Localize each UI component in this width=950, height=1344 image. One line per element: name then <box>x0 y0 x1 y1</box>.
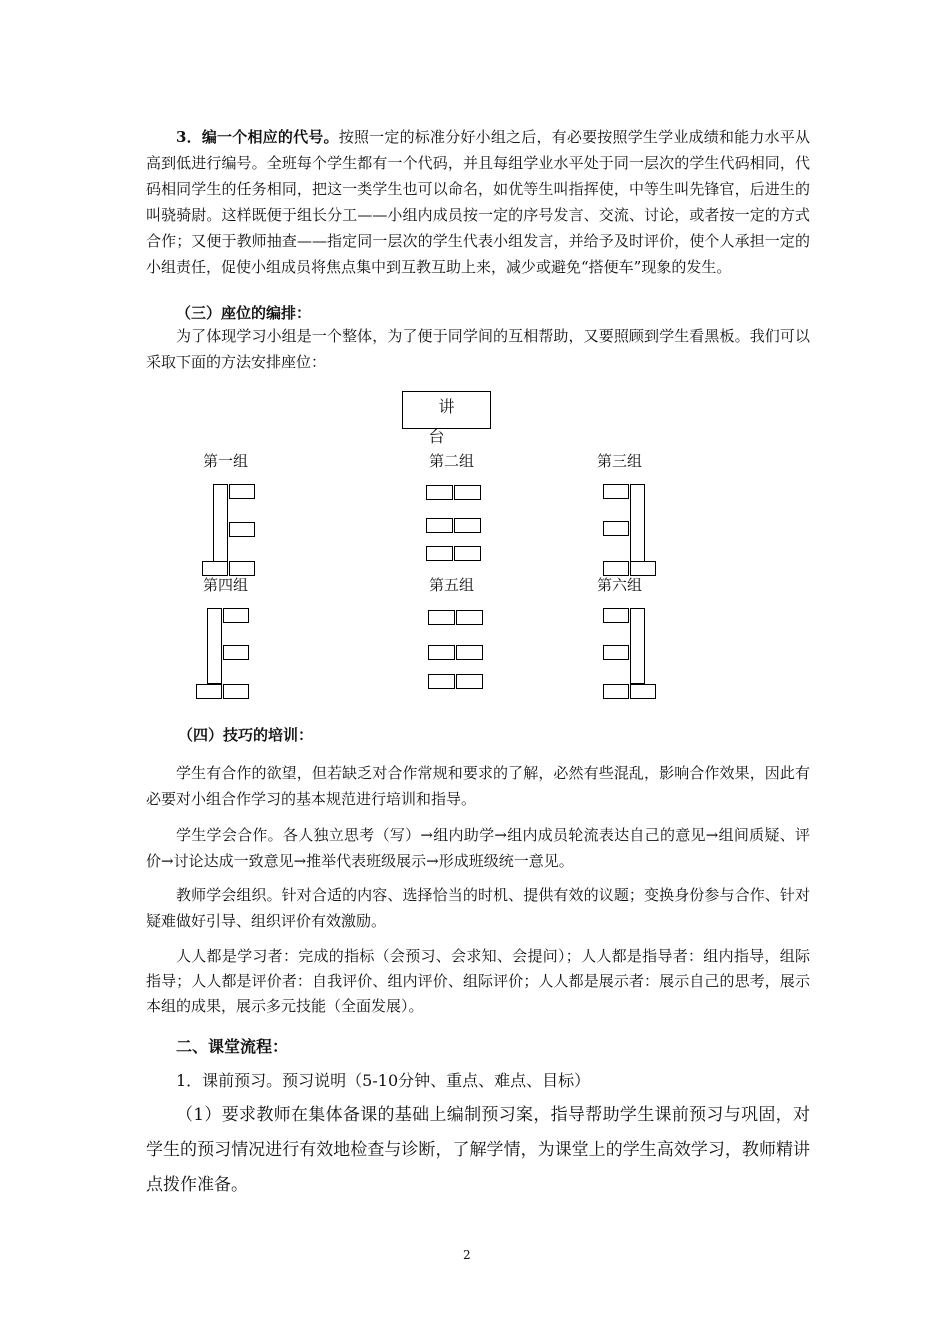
desk <box>428 610 455 625</box>
paragraph-teacher: 教师学会组织。针对合适的内容、选择恰当的时机、提供有效的议题；变换身份参与合作、针对疑难做好引导、组织评价有效激励。 <box>146 886 810 930</box>
item3-lead: 3．编一个相应的代号。 <box>176 128 339 146</box>
desk <box>456 610 483 625</box>
item3-text: 按照一定的标准分好小组之后，有必要按照学生学业成绩和能力水平从高到低进行编号。全班每个学生都有一个代码，并且每组学业水平处于同一层次的学生代码相同，代码相同学生的任务相同，把这一类学生也可以命名，如优等生叫指挥使，中等生叫先锋官，后进生的叫骁骑尉。这样既便于组长分工——小组内成员按一定的序号发言、交流、讨论，或者按一定的方式合作；又便于教师抽查——指定同一层次的学生代表小组发言，并给予及时评价，使个人承担一定的小组责任，促使小组成员将焦点集中到互教互助上来，减少或避免“搭便车”现象的发生。 <box>146 128 810 276</box>
group-label-2: 第二组 <box>429 452 475 470</box>
desk <box>603 484 629 499</box>
desk <box>630 484 645 562</box>
desk <box>454 518 481 533</box>
desk <box>426 546 453 561</box>
desk <box>603 684 629 699</box>
desk <box>196 684 222 699</box>
desk <box>229 522 255 537</box>
desk <box>223 608 249 623</box>
group-label-4: 第四组 <box>203 576 249 594</box>
paragraph-students: 学生学会合作。各人独立思考（写）→组内助学→组内成员轮流表达自己的意见→组间质疑、评价→讨论达成一致意见→推举代表班级展示→形成班级统一意见。 <box>146 826 810 870</box>
group-label-5: 第五组 <box>429 576 475 594</box>
desk <box>603 561 629 576</box>
podium-box: 讲台 <box>402 391 491 429</box>
desk <box>630 561 656 576</box>
paragraph-item3 <box>146 124 810 280</box>
desk <box>603 608 629 623</box>
desk <box>456 674 483 689</box>
desk <box>223 645 249 660</box>
desk <box>229 484 255 499</box>
section2-heading: 二、课堂流程： <box>176 1037 289 1056</box>
desk <box>428 674 455 689</box>
desk <box>223 684 249 699</box>
section4-heading: （四）技巧的培训： <box>178 726 314 744</box>
desk <box>603 521 629 536</box>
item1-sub-paragraph: （1）要求教师在集体备课的基础上编制预习案，指导帮助学生课前预习与巩固，对学生的预习情况进行有效地检查与诊断，了解学情，为课堂上的学生高效学习，教师精讲点拨作准备。 <box>146 1105 810 1195</box>
desk <box>630 608 645 684</box>
item1-preview: 1．课前预习。预习说明（5-10分钟、重点、难点、目标） <box>176 1071 591 1090</box>
desk <box>207 608 222 684</box>
group-label-6: 第六组 <box>597 576 643 594</box>
desk <box>456 645 483 660</box>
section3-text: 为了体现学习小组是一个整体，为了便于同学间的互相帮助，又要照顾到学生看黑板。我们可以采取下面的方法安排座位： <box>146 327 810 371</box>
page-number: 2 <box>463 1248 471 1262</box>
desk <box>229 561 255 576</box>
desk <box>454 485 481 500</box>
desk <box>630 684 656 699</box>
section3-heading: （三）座位的编排： <box>176 304 312 322</box>
desk <box>426 485 453 500</box>
paragraph-training: 学生有合作的欲望，但若缺乏对合作常规和要求的了解，必然有些混乱，影响合作效果，因此有必要对小组合作学习的基本规范进行培训和指导。 <box>146 764 810 808</box>
group-label-3: 第三组 <box>597 452 643 470</box>
desk <box>202 561 228 576</box>
paragraph-everyone: 人人都是学习者：完成的指标（会预习、会求知、会提问）；人人都是指导者：组内指导，组际指导；人人都是评价者：自我评价、组内评价、组际评价；人人都是展示者：展示自己的思考，展示本组的成果，展示多元技能（全面发展）。 <box>146 947 810 1015</box>
desk <box>426 518 453 533</box>
desk <box>428 645 455 660</box>
desk <box>213 484 228 562</box>
desk <box>603 645 629 660</box>
desk <box>454 546 481 561</box>
group-label-1: 第一组 <box>203 452 249 470</box>
